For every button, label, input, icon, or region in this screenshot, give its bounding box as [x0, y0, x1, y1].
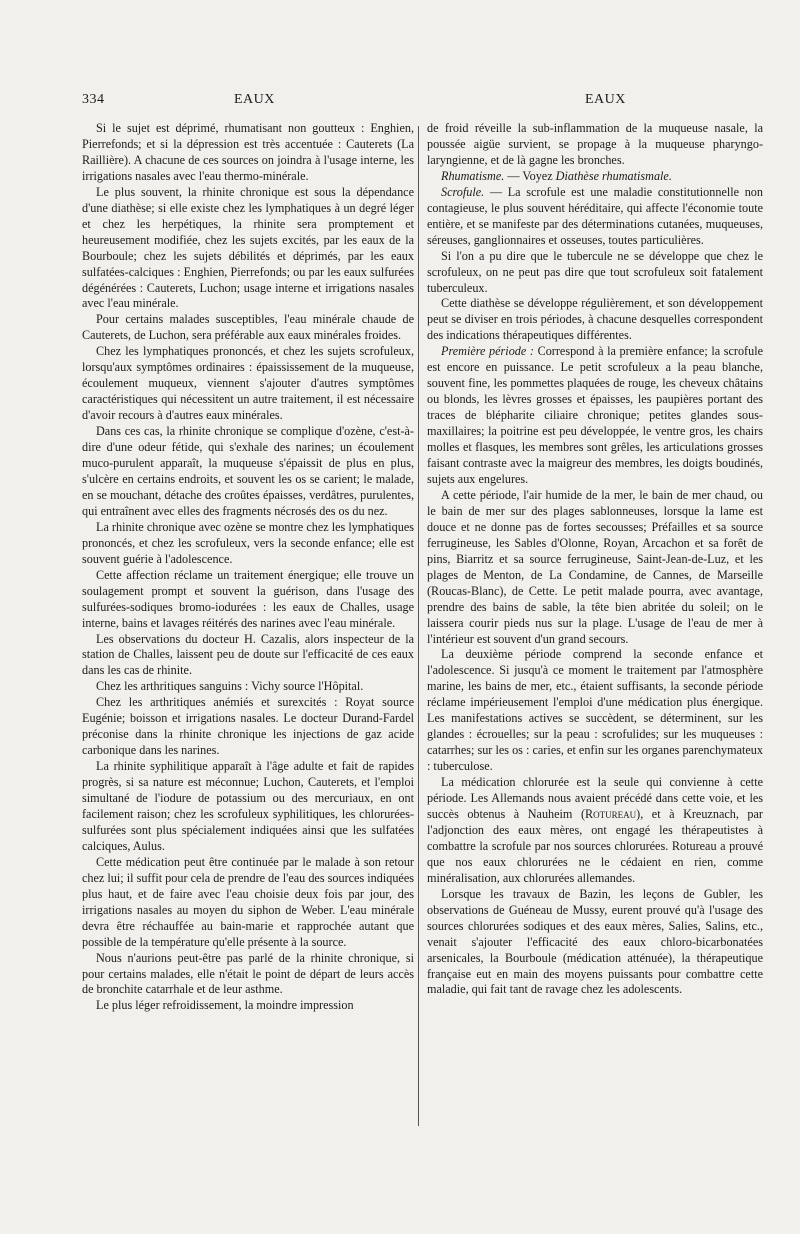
left-column	[82, 121, 414, 1014]
paragraph-premiere-periode: Première période : Correspond à la première enfance; la scrofule est encore en puissance. Le petit scrofuleux a la peau blanche, souvent fine, les pommettes plaquées de rouge, les cheveux châtains ou blonds, les lèvres grosses et épaisses, les paupières portant des traces de blépharite ciliaire chronique; petites glandes sous-maxillaires; la poitrine est peu développée, le ventre gros, les chairs molles et flasques, les membres sont grêles, les articulations grosses faisant contraste avec la maigreur des membres, les doigts boudinés, sujets aux engelures.	[427, 344, 763, 486]
paragraph: Chez les arthritiques anémiés et surexcités : Royat source Eugénie; boisson et irrigations nasales. Le docteur Durand-Fardel préconise dans la rhinite chronique les injections de gaz acide carbonique dans les narines.	[82, 695, 414, 758]
paragraph: Le plus souvent, la rhinite chronique est sous la dépendance d'une diathèse; si elle existe chez les lymphatiques à un degré léger et chez les herpétiques, la rhinite sera promptement et heureusement modifiée, chez les sujets excités, par les eaux de la Bourboule; chez les sujets débilités et déprimés, par les eaux sulfatées-calciques : Enghien, Pierrefonds; ou par les eaux sulfurées dégénérées : Cauterets, Luchon; usage interne et irrigations nasales avec l'eau minérale.	[82, 184, 414, 311]
paragraph: Cette diathèse se développe régulièrement, et son développement peut se diviser en trois périodes, à chacune desquelles correspondent des indications thérapeutiques différentes.	[427, 296, 763, 343]
term-scrofule: Scrofule.	[441, 184, 485, 199]
paragraph-rhumatisme: Rhumatisme. — Voyez Diathèse rhumatismale.	[441, 168, 672, 183]
author-name: Rotureau	[585, 806, 637, 821]
paragraph: La deuxième période comprend la seconde enfance et l'adolescence. Si jusqu'à ce moment le traitement par l'atmosphère marine, les bains de mer, etc., étaient suffisants, la seconde période réclame impérieusement l'emploi d'une médication plus énergique. Les manifestations actives se succèdent, se déterminent, sur les glandes : écrouelles; sur la peau : scrofulides; sur les muqueuses : catarrhes; sur les os : caries, et enfin sur les organes parenchymateux : tuberculose.	[427, 647, 763, 774]
paragraph: Si l'on a pu dire que le tubercule ne se développe que chez le scrofuleux, on ne peut pas dire que tout scrofuleux soit fatalement tuberculeux.	[427, 248, 763, 295]
page-header	[0, 92, 800, 112]
column-divider	[418, 126, 419, 1126]
paragraph: Chez les lymphatiques prononcés, et chez les sujets scrofuleux, lorsqu'aux symptômes ordinaires : épaississement de la muqueuse, écoulement muqueux, viennent s'ajouter d'autres symptômes caractéristiques qui nécessitent un autre traitement, il est nécessaire d'avoir recours à d'autres eaux minérales.	[82, 344, 414, 423]
paragraph: Nous n'aurions peut-être pas parlé de la rhinite chronique, si pour certains malades, elle n'était le point de départ de leurs accès de bronchite catarrhale et de leur asthme.	[82, 950, 414, 997]
paragraph-scrofule: Scrofule. — La scrofule est une maladie constitutionnelle non contagieuse, le plus souvent héréditaire, qui affecte l'économie toute entière, et se manifeste par des déterminations cutanées, muqueuses, séreuses, ganglionnaires et osseuses, toutes particulières.	[427, 184, 763, 247]
paragraph: Le plus léger refroidissement, la moindre impression	[96, 998, 354, 1013]
paragraph-chloruree: La médication chlorurée est la seule qui convienne à cette période. Les Allemands nous avaient précédé dans cette voie, et les succès obtenus à Nauheim (Rotureau), et à Kreuznach, par l'adjonction des eaux mères, ont engagé les thérapeutistes à combattre la scrofule par nos sources chlorurées. Rotureau a prouvé que nos eaux chlorurées ne le cédaient en rien, comme minéralisation, aux chlorurées allemandes.	[427, 775, 763, 885]
cross-reference: Diathèse rhumatismale.	[555, 168, 672, 183]
paragraph: La rhinite chronique avec ozène se montre chez les lymphatiques prononcés, et chez les scrofuleux, vers la seconde enfance; elle est souvent guérie à l'adolescence.	[82, 519, 414, 566]
paragraph: Cette affection réclame un traitement énergique; elle trouve un soulagement prompt et souvent la guérison, dans l'usage des sulfurées-sodiques bromo-iodurées : les eaux de Challes, usage interne, bains et lavages réitérés des narines avec l'eau minérale.	[82, 567, 414, 630]
paragraph: Pour certains malades susceptibles, l'eau minérale chaude de Cauterets, de Luchon, sera préférable aux eaux minérales froides.	[82, 312, 414, 343]
page-number: 334	[82, 92, 105, 107]
running-head-right: EAUX	[585, 92, 626, 107]
paragraph: Dans ces cas, la rhinite chronique se complique d'ozène, c'est-à-dire d'une odeur fétide, qui s'exhale des narines; un écoulement muco-purulent apparaît, la muqueuse s'épaissit de plus en plus, s'ulcère en certains endroits, et souvent les os se carient; le malade, en se mouchant, détache des croûtes épaisses, verdâtres, purulentes, qui entraînent avec elles des fragments nécrosés des os du nez.	[82, 424, 414, 518]
right-column	[427, 121, 763, 998]
paragraph: Si le sujet est déprimé, rhumatisant non goutteux : Enghien, Pierrefonds; et si la dépression est très accentuée : Cauterets (La Raillière). A chacune de ces sources on joindra à l'usage interne, les irrigations nasales avec l'eau thermo-minérale.	[82, 121, 414, 183]
paragraph: Chez les arthritiques sanguins : Vichy source l'Hôpital.	[96, 679, 364, 694]
paragraph: de froid réveille la sub-inflammation de la muqueuse nasale, la poussée aigüe survient, se propage à la muqueuse pharyngo-laryngienne, et de là gagne les bronches.	[427, 121, 763, 167]
running-head-left: EAUX	[234, 92, 275, 107]
paragraph: Lorsque les travaux de Bazin, les leçons de Gubler, les observations de Guéneau de Mussy, eurent prouvé qu'à l'usage des sources chlorurées sodiques et des eaux mères, Salies, Salins, etc., venait s'ajouter l'efficacité des eaux chloro-bicarbonatées arsenicales, la Bourboule (médication atténuée), la thérapeutique française eut en main des moyens puissants pour combattre cette maladie, qui fait tant de ravage chez les adolescents.	[427, 886, 763, 997]
paragraph: A cette période, l'air humide de la mer, le bain de mer chaud, ou le bain de mer sur des plages sablonneuses, lorsque la lame est douce et ne donne pas de fortes secousses; Préfailles et sa source ferrugineuse, les Sables d'Olonne, Royan, Arcachon et sa forêt de pins, Biarritz et sa source ferrugineuse, Saint-Jean-de-Luz, et les plages de Menton, de La Condamine, de Cannes, de Marseille (Roucas-Blanc), de Cette. Le petit malade pourra, avec avantage, prendre des bains de sable, la tête bien abritée du soleil; on le laissera courir pieds nus sur la plage. L'usage de l'eau de mer à l'intérieur est souvent d'un grand secours.	[427, 487, 763, 646]
paragraph: La rhinite syphilitique apparaît à l'âge adulte et fait de rapides progrès, si sa nature est méconnue; Luchon, Cauterets, et l'emploi simultané de l'iodure de potassium ou des mercuriaux, en ont facilement raison; chez les scrofuleux syphilitiques, les chlorurées-sulfurées sont plus spécialement indiquées ainsi que les sulfatées calciques, Aulus.	[82, 759, 414, 853]
paragraph: Cette médication peut être continuée par le malade à son retour chez lui; il suffit pour cela de prendre de l'eau des sources indiquées plus haut, et de faire avec l'eau choisie deux fois par jour, des irrigations nasales au moyen du siphon de Weber. L'eau minérale devra être réchauffée au bain-marie et rapprochée autant que possible de la température qu'elle présente à la source.	[82, 854, 414, 949]
paragraph: Les observations du docteur H. Cazalis, alors inspecteur de la station de Challes, laissent peu de doute sur l'efficacité de ces eaux dans les cas de rhinite.	[82, 631, 414, 678]
term-premiere-periode: Première période :	[441, 344, 534, 359]
term-rhumatisme: Rhumatisme.	[441, 168, 505, 183]
